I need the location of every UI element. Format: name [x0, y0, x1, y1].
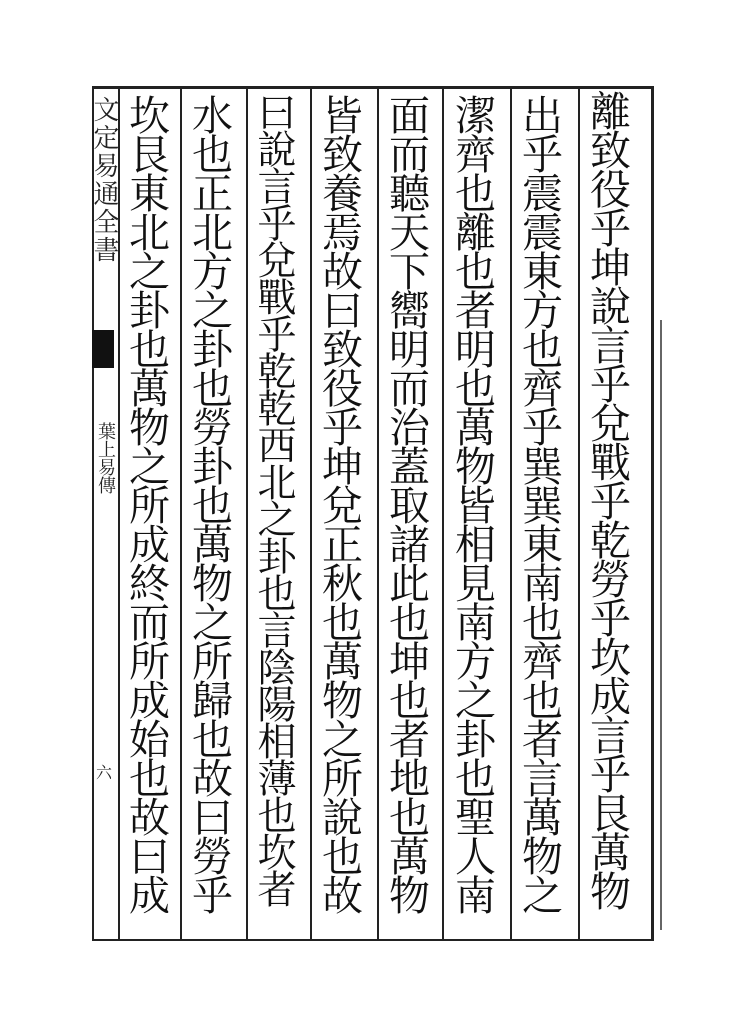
text-column-3: 潔齊也離也者明也萬物皆相見南方之卦也聖人南 [448, 94, 496, 913]
section-title: 葉上易傳 [95, 422, 116, 494]
fish-tail-mark [92, 330, 114, 368]
book-title: 文定易通全書 [89, 96, 119, 264]
page-number: 六 [95, 763, 112, 782]
column-divider [442, 86, 444, 941]
frame-top-border [92, 86, 652, 89]
text-column-8: 坎艮東北之卦也萬物之所成終而所成始也故曰成 [122, 94, 170, 913]
text-column-7: 水也正北方之卦也勞卦也萬物之所歸也故曰勞乎 [185, 94, 233, 913]
column-divider [377, 86, 379, 941]
column-divider [310, 86, 312, 941]
text-column-4: 面而聽天下嚮明而治蓋取諸此也坤也者地也萬物 [382, 94, 430, 913]
outer-rule [660, 320, 662, 930]
frame-bottom-border [92, 939, 652, 941]
column-divider [578, 86, 580, 941]
frame-right-border [651, 86, 654, 941]
text-column-1: 離致役乎坤說言乎兌戰乎乾勞乎坎成言乎艮萬物 [583, 90, 631, 909]
text-column-5: 皆致養焉故曰致役乎坤兌正秋也萬物之所說也故 [315, 94, 363, 913]
column-divider [180, 86, 182, 941]
text-column-6: 曰說言乎兌戰乎乾乾西北之卦也言陰陽相薄也坎者 [251, 92, 296, 906]
text-column-2: 出乎震震東方也齊乎巽巽東南也齊也者言萬物之 [515, 94, 563, 913]
column-divider [510, 86, 512, 941]
column-divider [246, 86, 248, 941]
